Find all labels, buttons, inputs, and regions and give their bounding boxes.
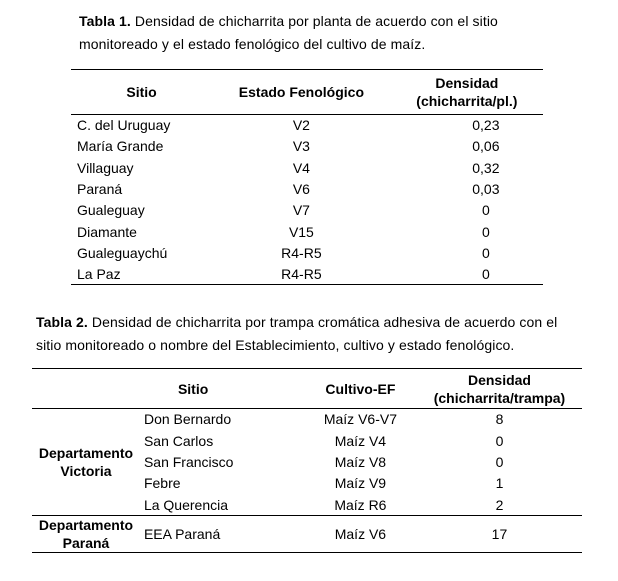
table1-header-density-line1: Densidad (435, 75, 499, 91)
table1-density-value: 0 (481, 244, 490, 261)
table1-cell-density (391, 221, 543, 242)
table2-cell-crop: Maíz V4 (334, 432, 387, 449)
table-row (71, 242, 543, 263)
table2-header-crop: Cultivo-EF (325, 380, 396, 397)
table1-cell-stage: R4-R5 (281, 244, 322, 261)
table2-caption-label: Tabla 2. (36, 314, 88, 330)
table2 (32, 368, 582, 553)
table1-cell-stage: V4 (292, 159, 310, 176)
table1-cell-site: María Grande (77, 138, 164, 155)
table2-header-density-line2: (chicharrita/trampa) (433, 389, 566, 406)
table2-dept-line1: Departamento (38, 444, 134, 461)
table1-cell-site: La Paz (77, 265, 121, 282)
table-row (32, 409, 582, 430)
table2-cell-density: 2 (417, 494, 582, 515)
table2-cell-site: Don Bernardo (143, 411, 232, 428)
table1-header-stage: Estado Fenológico (238, 84, 365, 100)
table2-dept-line2: Victoria (60, 462, 112, 479)
table1-cell-density (391, 200, 543, 221)
table2-dept-parana (32, 515, 140, 552)
table1-cell-site: Diamante (77, 223, 137, 240)
table1-header-density (391, 70, 543, 115)
table2-cell-site: San Carlos (143, 432, 214, 449)
table1-header-density-line2: (chicharrita/pl.) (416, 93, 518, 109)
table2-cell-density: 8 (495, 411, 504, 428)
table2-cell-crop: Maíz V8 (334, 453, 387, 470)
table1-cell-stage: V3 (292, 138, 310, 155)
table2-cell-site: Febre (143, 475, 181, 492)
table2-header-site: Sitio (177, 380, 209, 397)
table2-dept-victoria (32, 409, 140, 516)
table1-cell-stage: V15 (288, 223, 314, 240)
table1-density-value: 0,06 (472, 138, 500, 155)
table1-header-row (71, 70, 543, 115)
table1-density-value: 0 (481, 223, 490, 240)
table1-caption-label: Tabla 1. (79, 13, 131, 29)
table1-cell-stage: V2 (292, 117, 310, 134)
table1-cell-site: Paraná (77, 181, 123, 198)
table2-cell-crop: Maíz R6 (304, 494, 417, 515)
table1-density-value: 0,23 (472, 117, 500, 134)
table1-cell-site: Villaguay (77, 159, 134, 176)
table2-cell-site: EEA Paraná (143, 525, 221, 542)
table1-cell-density (391, 178, 543, 199)
table-row (32, 515, 582, 552)
table-row (71, 136, 543, 157)
table2-caption (36, 311, 586, 357)
table1-caption (79, 10, 539, 56)
table1-header-site: Sitio (126, 84, 157, 100)
table2-dept-line1: Departamento (38, 516, 134, 533)
table1-cell-density (391, 115, 543, 136)
table1-density-value: 0 (481, 265, 490, 282)
table2-caption-text: Densidad de chicharrita por trampa cromática adhesiva de acuerdo con el sitio monitoreado o nombre del Establecimiento, cultivo y estado fenológico. (36, 314, 558, 353)
table2-cell-density: 0 (495, 453, 504, 470)
table1-caption-text: Densidad de chicharrita por planta de acuerdo con el sitio monitoreado y el estado fenológico del cultivo de maíz. (79, 13, 498, 52)
table1-cell-stage: R4-R5 (281, 265, 322, 282)
table-row (71, 115, 543, 136)
table2-cell-crop: Maíz V6 (334, 525, 387, 542)
table1-cell-stage: V7 (292, 202, 310, 219)
table2-header-density (417, 369, 582, 409)
table1-cell-density (391, 264, 543, 285)
table-row (71, 178, 543, 199)
table2-cell-site: San Francisco (143, 453, 234, 470)
table-row (71, 200, 543, 221)
table2-dept-line2: Paraná (62, 534, 110, 551)
table1-cell-density (391, 242, 543, 263)
table2-header-density-line1: Densidad (467, 371, 531, 388)
table2-cell-density: 1 (495, 475, 504, 492)
table2-cell-crop: Maíz V6-V7 (323, 411, 397, 428)
table1-cell-stage: V6 (292, 181, 310, 198)
table2-cell-density: 17 (491, 525, 508, 542)
table2-cell-crop: Maíz V9 (334, 475, 387, 492)
table1 (71, 69, 543, 285)
table1-density-value: 0,03 (472, 181, 500, 198)
table1-cell-density (391, 157, 543, 178)
table1-cell-site: Gualeguay (77, 202, 145, 219)
table2-header-dept (32, 369, 140, 409)
table2-header-row (32, 369, 582, 409)
table2-cell-site: La Querencia (140, 494, 304, 515)
table-row (71, 221, 543, 242)
table-row (71, 157, 543, 178)
table1-density-value: 0 (481, 202, 490, 219)
table1-cell-density (391, 136, 543, 157)
table1-cell-site: C. del Uruguay (77, 117, 171, 134)
table-row (71, 264, 543, 285)
table1-cell-site: Gualeguaychú (77, 244, 168, 261)
table1-density-value: 0,32 (472, 159, 500, 176)
table2-cell-density: 0 (495, 432, 504, 449)
